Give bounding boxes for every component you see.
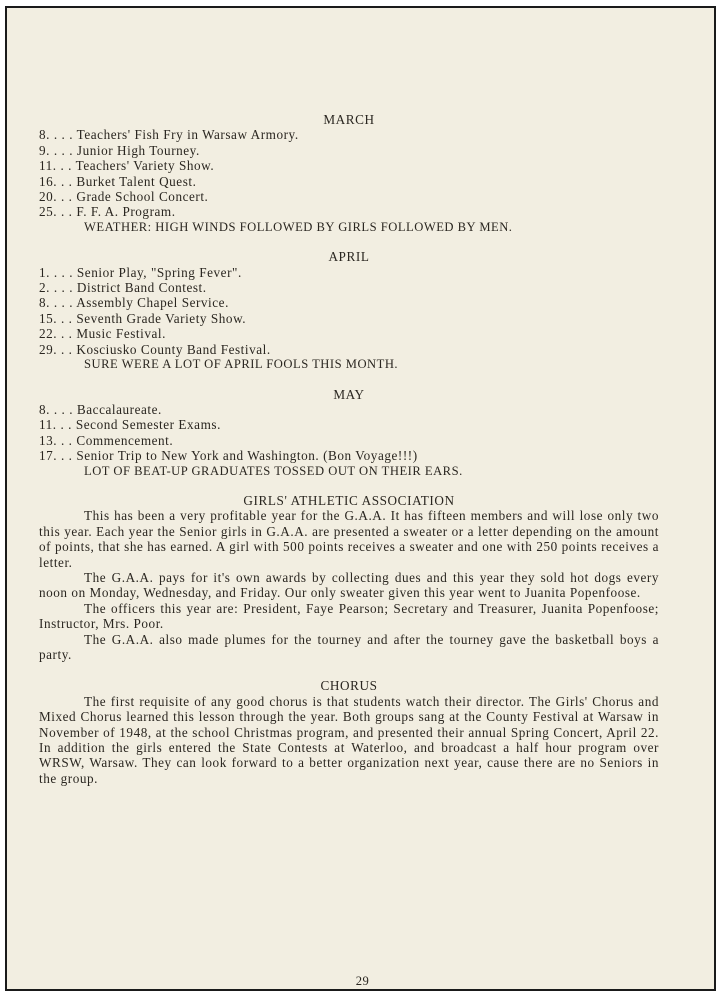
list-item: 1. . . . Senior Play, "Spring Fever".: [39, 264, 242, 280]
chorus-paragraph: The first requisite of any good chorus is that students watch their director. The Girls' Chorus and Mixed Chorus learned this lesson through the year. Both groups sang at the County Festival at Warsaw in November of 1948, at the school Christmas program, and presented their annual Spring Concert, April 22. In addition the girls entered the State Contests at Waterloo, and broadcast a half hour program over WRSW, Warsaw. They can look forward to a better organization next year, cause there are no Seniors in the group.: [39, 693, 659, 786]
gaa-paragraph: The G.A.A. also made plumes for the tourney and after the tourney gave the basketball boys a party.: [39, 631, 659, 662]
page-content: [39, 112, 659, 786]
list-item: 11. . . Teachers' Variety Show.: [39, 158, 215, 174]
list-item: 8. . . . Assembly Chapel Service.: [39, 295, 229, 311]
chorus-heading: CHORUS: [320, 678, 378, 694]
gaa-heading: GIRLS' ATHLETIC ASSOCIATION: [243, 492, 455, 508]
list-item: 8. . . . Teachers' Fish Fry in Warsaw Armory.: [39, 127, 299, 143]
list-item: 16. . . Burket Talent Quest.: [39, 173, 197, 189]
list-item: 17. . . Senior Trip to New York and Washington. (Bon Voyage!!!): [39, 448, 418, 464]
page-number: 29: [355, 974, 370, 988]
gaa-paragraph: The G.A.A. pays for it's own awards by collecting dues and this year they sold hot dogs every noon on Monday, Wednesday, and Friday. Our only sweater given this year went to Juanita Popenfoose.: [39, 569, 659, 601]
march-list: [39, 127, 659, 219]
april-note: SURE WERE A LOT OF APRIL FOOLS THIS MONTH.: [84, 357, 399, 372]
list-item: 15. . . Seventh Grade Variety Show.: [39, 310, 247, 326]
list-item: 11. . . Second Semester Exams.: [39, 417, 221, 433]
list-item: 8. . . . Baccalaureate.: [39, 401, 162, 417]
list-item: 2. . . . District Band Contest.: [39, 280, 207, 296]
march-note: WEATHER: HIGH WINDS FOLLOWED BY GIRLS FOLLOWED BY MEN.: [84, 219, 513, 234]
gaa-paragraph: This has been a very profitable year for the G.A.A. It has fifteen members and will lose only two this year. Each year the Senior girls in G.A.A. are presented a sweater or a letter depending on the amount of points, that she has earned. A girl with 500 points receives a sweater and one with 250 points receives a letter.: [39, 508, 659, 570]
march-heading: MARCH: [323, 112, 375, 127]
page: [5, 6, 716, 991]
list-item: 9. . . . Junior High Tourney.: [39, 142, 200, 158]
list-item: 22. . . Music Festival.: [39, 326, 166, 342]
may-list: [39, 402, 659, 464]
list-item: 13. . . Commencement.: [39, 432, 174, 448]
list-item: 25. . . F. F. A. Program.: [39, 204, 176, 220]
gaa-paragraph: The officers this year are: President, Faye Pearson; Secretary and Treasurer, Juanita Popenfoose; Instructor, Mrs. Poor.: [39, 600, 659, 632]
may-note: LOT OF BEAT-UP GRADUATES TOSSED OUT ON THEIR EARS.: [84, 463, 463, 478]
april-heading: APRIL: [328, 249, 370, 265]
list-item: 20. . . Grade School Concert.: [39, 189, 209, 205]
may-heading: MAY: [333, 386, 365, 402]
april-list: [39, 265, 659, 357]
list-item: 29. . . Kosciusko County Band Festival.: [39, 341, 271, 357]
